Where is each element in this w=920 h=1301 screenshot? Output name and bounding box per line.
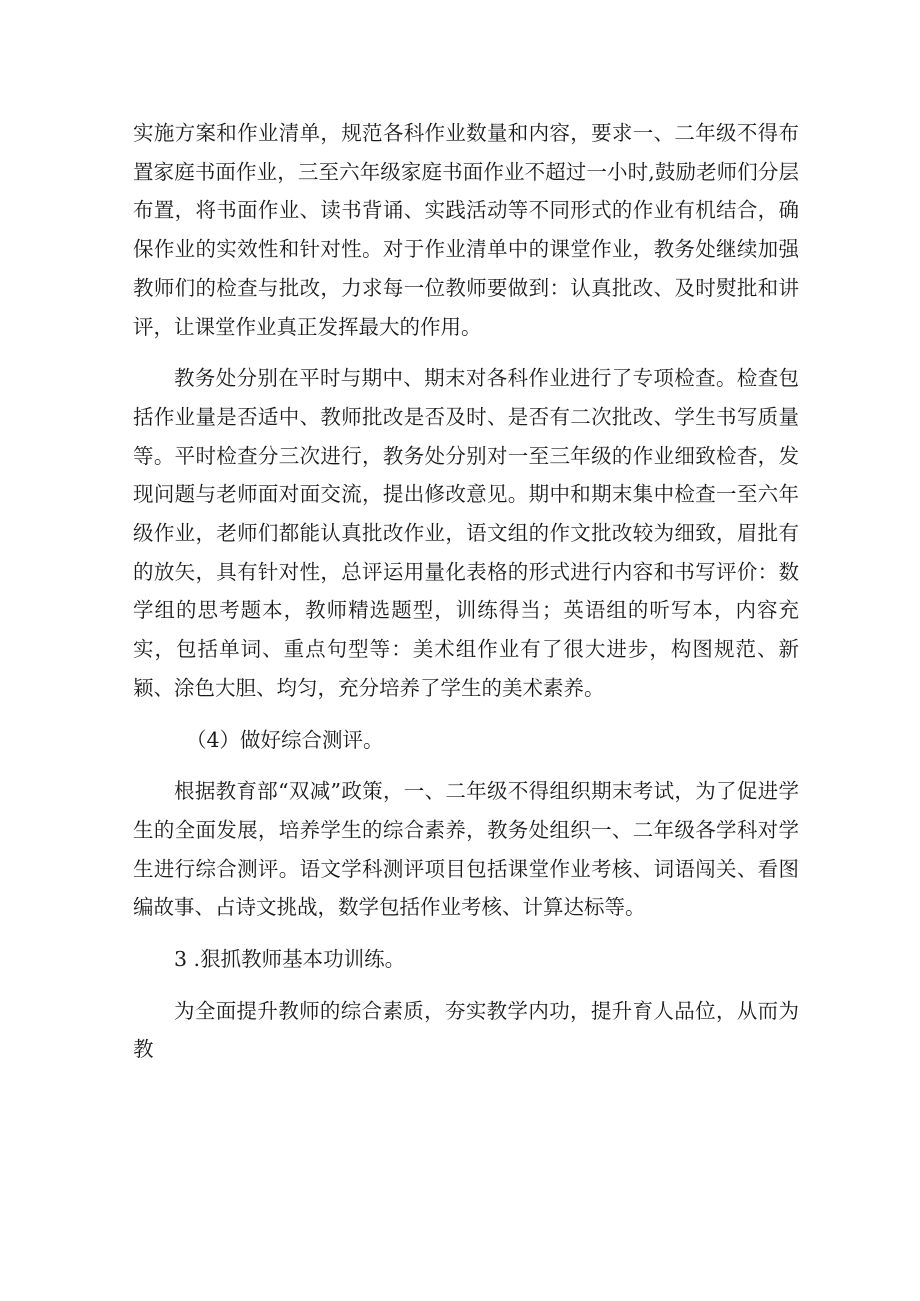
document-body [133, 114, 799, 1069]
heading-teacher-training: 3 .狠抓教师基本功训练。 [174, 947, 406, 972]
paragraph-homework-plan: 实施方案和作业清单，规范各科作业数量和内容，要求一、二年级不得布置家庭书面作业，三至六年级家庭书面作业不超过一小时,鼓励老师们分层布置，将书面作业、读书背诵、实践活动等不同形式的作业有机结合，确保作业的实效性和针对性。对于作业清单中的课堂作业，教务处继续加强教师们的检查与批改，力求每一位教师要做到：认真批改、及时熨批和讲评，让课堂作业真正发挥最大的作用。 [133, 121, 799, 339]
paragraph-double-reduction-assessment: 根据教育部“双减”政策，一、二年级不得组织期末考试，为了促进学生的全面发展，培养学生的综合素养，教务处组织一、二年级各学科对学生进行综合测评。语文学科测评项目包括课堂作业考核、词语闯关、看图编故事、占诗文挑战，数学包括作业考核、计算达标等。 [133, 779, 799, 920]
paragraph-teacher-quality: 为全面提升教师的综合素质，夯实教学内功，提升育人品位，从而为教 [133, 998, 799, 1062]
subheading-comprehensive-assessment: （4）做好综合测评。 [186, 727, 384, 752]
paragraph-homework-inspection: 教务处分别在平时与期中、期末对各科作业进行了专项检查。检查包括作业量是否适中、教师批改是否及时、是否有二次批改、学生书写质量等。平时检查分三次进行，教务处分别对一至三年级的作业细致检杳，发现问题与老师面对面交流，提出修改意见。期中和期末集中检查一至六年级作业，老师们都能认真批改作业，语文组的作文批改较为细致，眉批有的放矢，具有针对性，总评运用量化表格的形式进行内容和书写评价：数学组的思考题本，教师精选题型，训练得当；英语组的听写本，内容充实，包括单词、重点句型等：美术组作业有了很大进步，构图规范、新颖、涂色大胆、均匀，充分培养了学生的美术素养。 [133, 366, 799, 700]
